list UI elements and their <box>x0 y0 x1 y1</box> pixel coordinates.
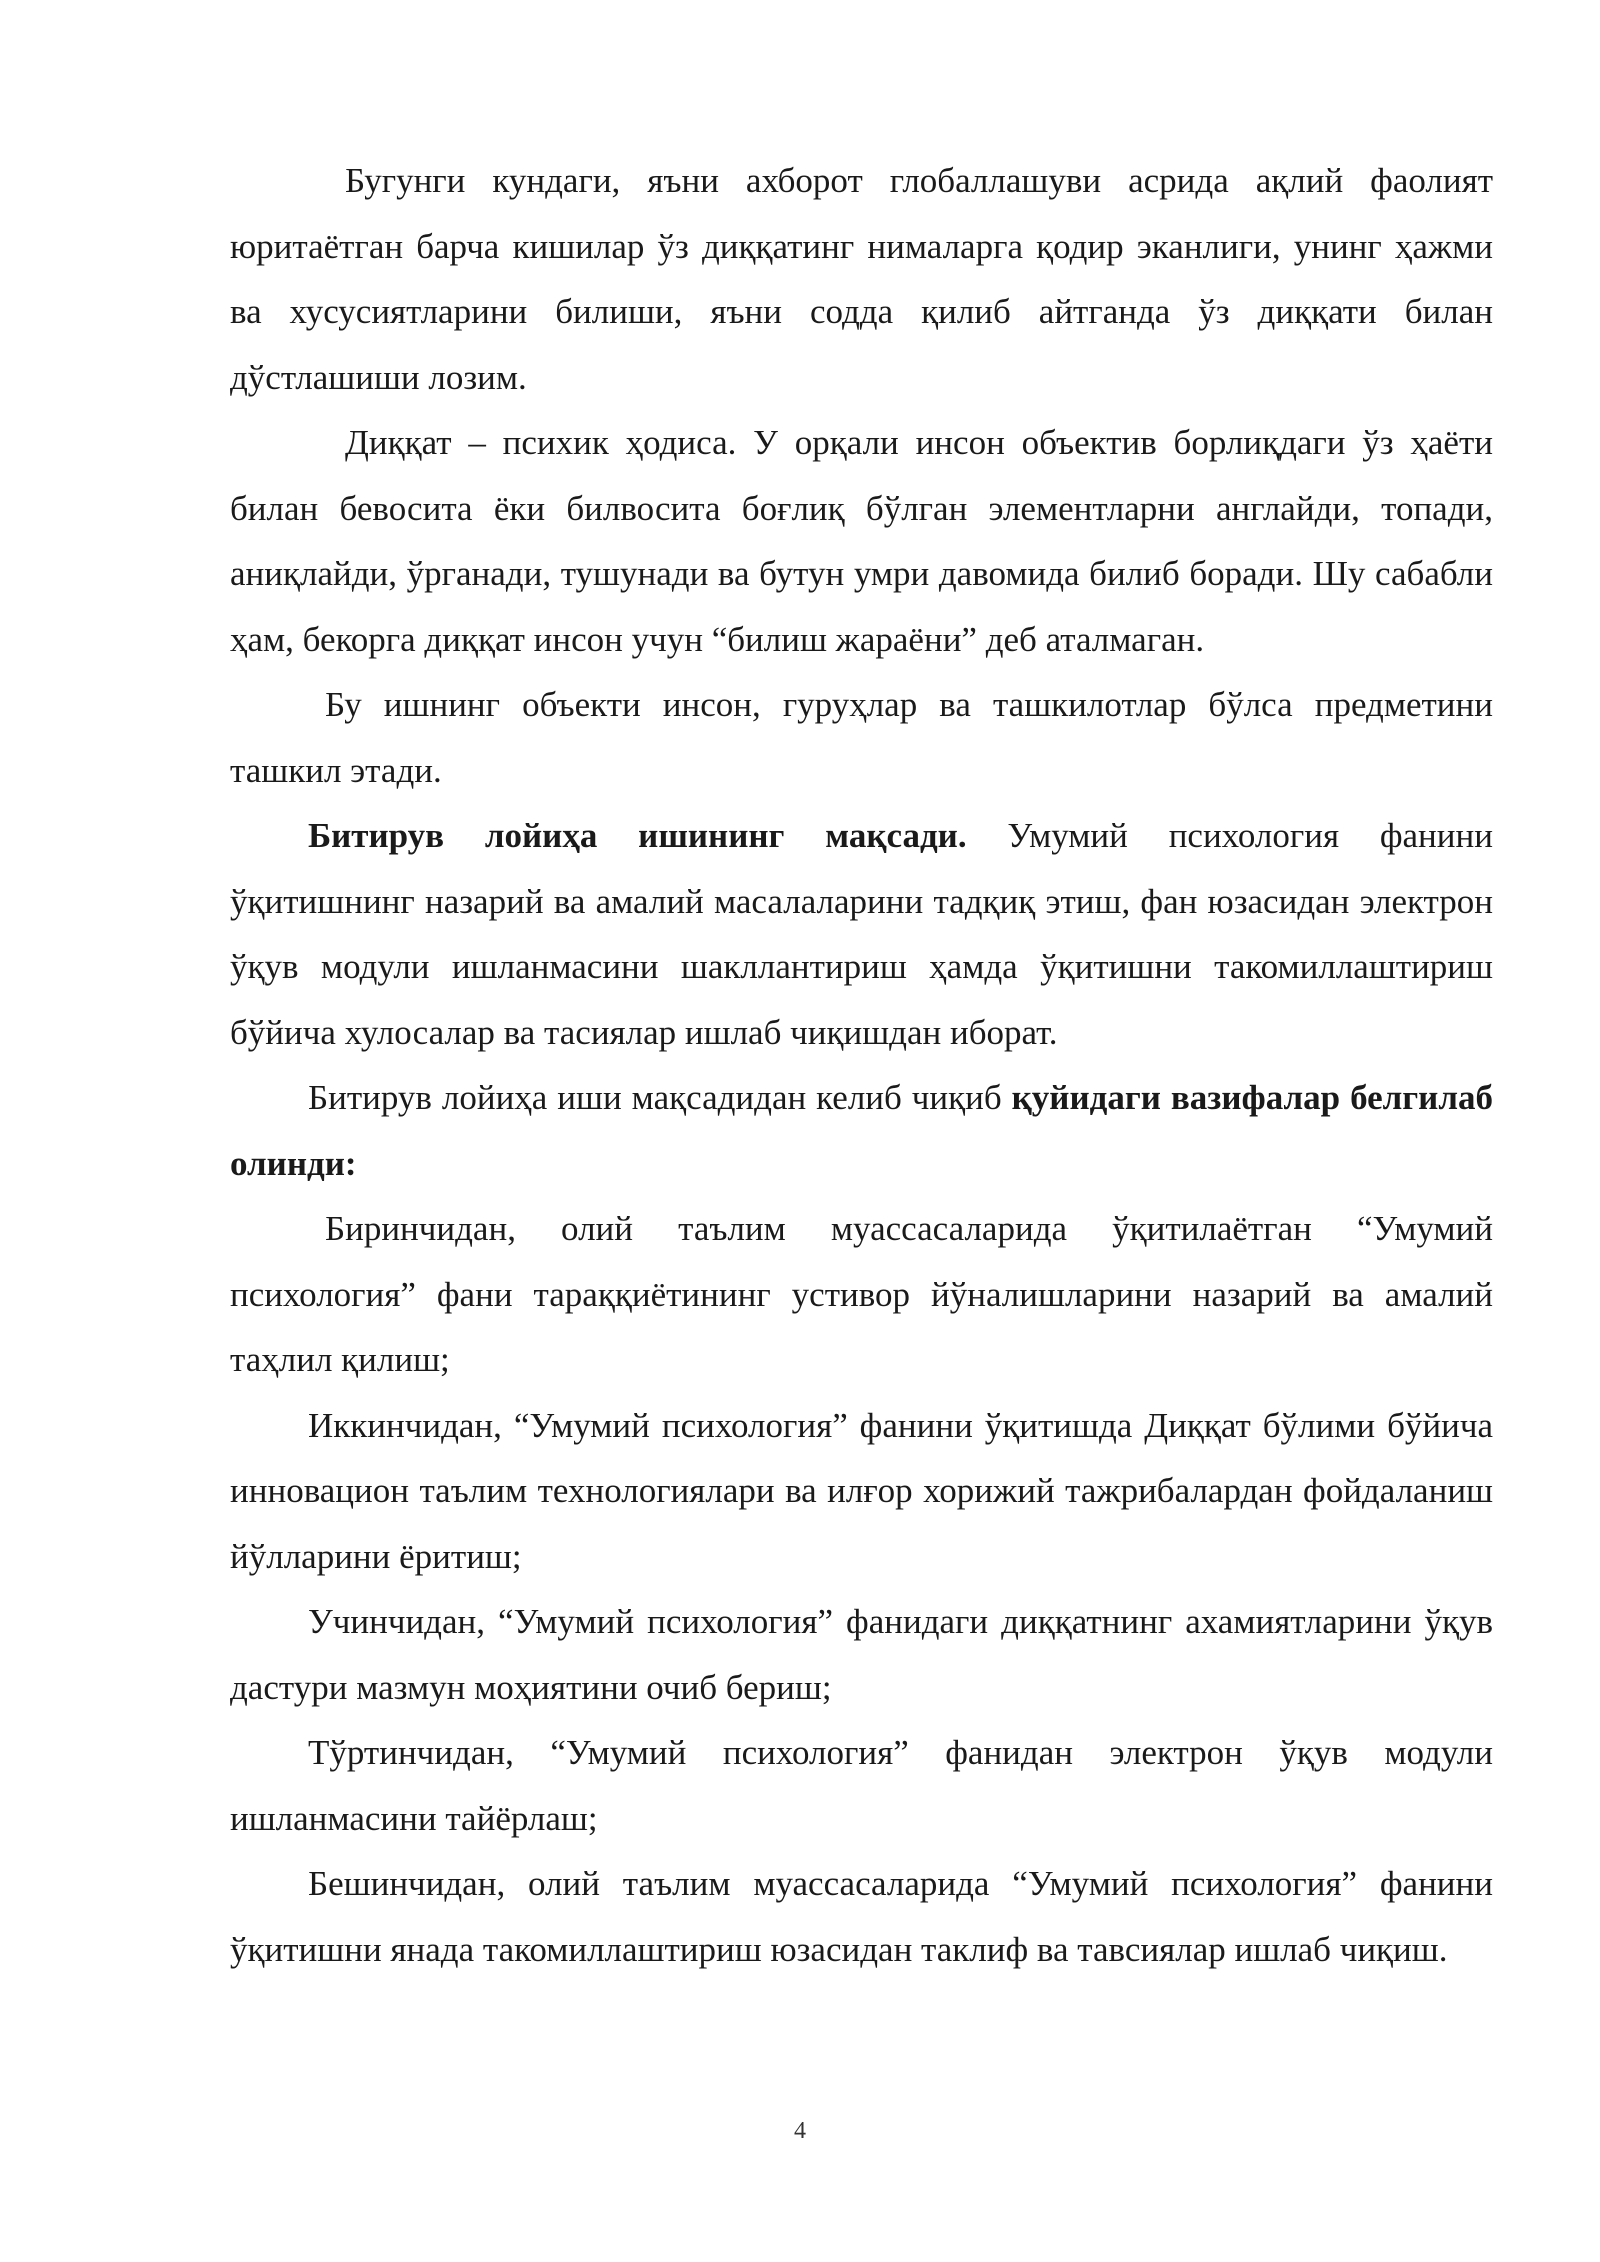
page-number: 4 <box>794 2118 806 2144</box>
paragraph-attention-definition-text: Диққат – психик ҳодиса. У орқали инсон объектив борлиқдаги ўз ҳаёти билан бевосита ёки билвосита боғлиқ бўлган элементларни англайди, топади, аниқлайди, ўрганади, тушунади ва бутун умри давомида билиб боради. Шу сабабли ҳам, бекорга диққат инсон учун “билиш жараёни” деб аталмаган. <box>230 423 1493 659</box>
paragraph-tasks-intro <box>230 1065 1493 1196</box>
paragraph-task-fifth <box>230 1851 1493 1982</box>
tasks-intro-text: Битирув лойиҳа иши мақсадидан келиб чиқиб <box>308 1078 1012 1117</box>
task-fourth-text: Тўртинчидан, “Умумий психология” фанидан электрон ўқув модули ишланмасини тайёрлаш; <box>230 1733 1493 1838</box>
paragraph-task-first <box>230 1196 1493 1393</box>
paragraph-object-subject-text: Бу ишнинг объекти инсон, гуруҳлар ва ташкилотлар бўлса предметини ташкил этади. <box>230 685 1493 790</box>
document-page <box>230 148 1493 1982</box>
paragraph-object-subject <box>230 672 1493 803</box>
task-fifth-text: Бешинчидан, олий таълим муассасаларида “Умумий психология” фанини ўқитишни янада такомиллаштириш юзасидан таклиф ва тавсиялар ишлаб чиқиш. <box>230 1864 1493 1969</box>
paragraph-goal <box>230 803 1493 1065</box>
paragraph-task-third <box>230 1589 1493 1720</box>
paragraph-intro <box>230 148 1493 410</box>
task-third-text: Учинчидан, “Умумий психология” фанидаги диққатнинг ахамиятларини ўқув дастури мазмун моҳиятини очиб бериш; <box>230 1602 1493 1707</box>
paragraph-intro-text: Бугунги кундаги, яъни ахборот глобаллашуви асрида ақлий фаолият юритаётган барча кишилар ўз диққатинг нималарга қодир эканлиги, унинг ҳажми ва хусусиятларини билиши, яъни содда қилиб айтганда ўз диққати билан дўстлашиши лозим. <box>230 161 1493 397</box>
paragraph-attention-definition <box>230 410 1493 672</box>
task-second-text: Иккинчидан, “Умумий психология” фанини ўқитишда Диққат бўлими бўйича инновацион таълим технологиялари ва илғор хорижий тажрибалардан фойдаланиш йўлларини ёритиш; <box>230 1405 1493 1576</box>
goal-text: Умумий психология фанини ўқитишнинг назарий ва амалий масалаларини тадқиқ этиш, фан юзасидан электрон ўқув модули ишланмасини шакллантириш ҳамда ўқитишни такомиллаштириш бўйича хулосалар ва тасиялар ишлаб чиқишдан иборат. <box>230 816 1493 1052</box>
tasks-heading: қуйидаги вазифалар белгилаб олинди: <box>230 1078 1493 1183</box>
task-first-text: Биринчидан, олий таълим муассасаларида ўқитилаётган “Умумий психология” фани тараққиётининг устивор йўналишларини назарий ва амалий таҳлил қилиш; <box>230 1209 1493 1379</box>
paragraph-task-second <box>230 1393 1493 1590</box>
goal-heading: Битирув лойиҳа ишининг мақсади. <box>308 816 967 855</box>
paragraph-task-fourth <box>230 1720 1493 1851</box>
